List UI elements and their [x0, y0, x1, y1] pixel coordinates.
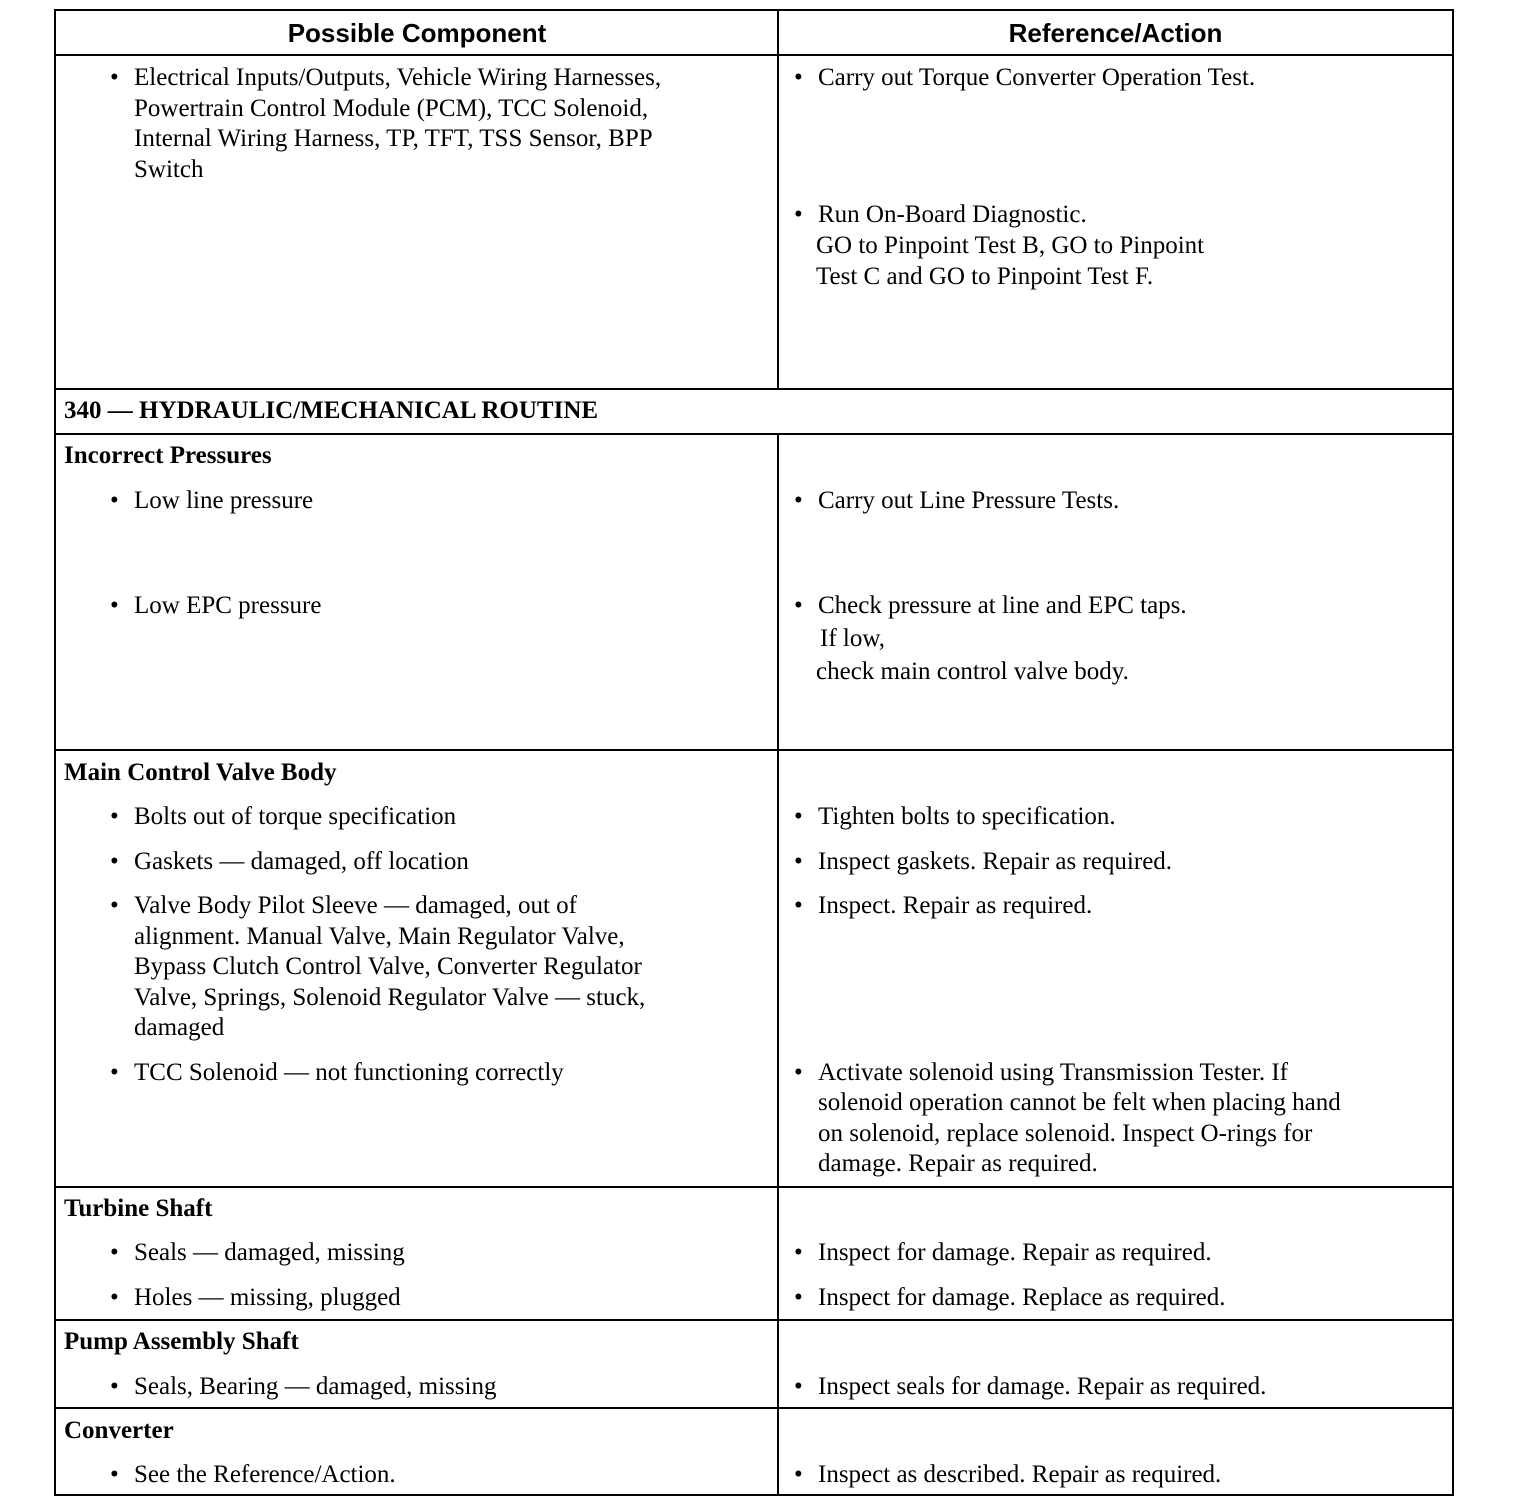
action-text: Inspect gaskets. Repair as required.: [818, 848, 1173, 875]
component-line: Internal Wiring Harness, TP, TFT, TSS Sensor, BPP: [134, 125, 653, 152]
component-line: Powertrain Control Module (PCM), TCC Solenoid,: [134, 95, 649, 122]
component-line: alignment. Manual Valve, Main Regulator Valve,: [134, 923, 625, 950]
bullet: •: [794, 1461, 803, 1488]
bullet: •: [110, 848, 119, 875]
component-text: Bolts out of torque specification: [134, 803, 457, 830]
action-text: Carry out Line Pressure Tests.: [818, 487, 1120, 514]
bullet: •: [794, 1239, 803, 1266]
action-line: on solenoid, replace solenoid. Inspect O-rings for: [818, 1120, 1313, 1147]
action-text: Tighten bolts to specification.: [818, 803, 1116, 830]
component-text: TCC Solenoid — not functioning correctly: [134, 1059, 564, 1086]
action-text: Inspect. Repair as required.: [818, 892, 1093, 919]
action-text: Carry out Torque Converter Operation Test.: [818, 64, 1256, 91]
component-text: See the Reference/Action.: [134, 1461, 396, 1488]
row-divider: [56, 388, 1452, 390]
component-line: damaged: [134, 1014, 225, 1041]
column-divider: [777, 433, 779, 1496]
component-line: Electrical Inputs/Outputs, Vehicle Wiring Harnesses,: [134, 64, 662, 91]
action-line: Check pressure at line and EPC taps.: [818, 592, 1187, 619]
component-line: Switch: [134, 156, 204, 183]
row-divider: [56, 749, 1452, 751]
action-text: Inspect for damage. Replace as required.: [818, 1284, 1226, 1311]
component-text: Seals, Bearing — damaged, missing: [134, 1373, 497, 1400]
component-text: Seals — damaged, missing: [134, 1239, 405, 1266]
bullet: •: [110, 1239, 119, 1266]
action-line: Test C and GO to Pinpoint Test F.: [816, 263, 1154, 290]
column-divider: [777, 11, 779, 389]
diagnosis-table: [54, 9, 1454, 1496]
bullet: •: [794, 64, 803, 91]
header-reference-action: Reference/Action: [1008, 18, 1223, 48]
bullet: •: [794, 892, 803, 919]
bullet: •: [794, 1373, 803, 1400]
header-possible-component: Possible Component: [287, 18, 547, 48]
bullet: •: [794, 1284, 803, 1311]
bullet: •: [110, 803, 119, 830]
section-title: 340 — HYDRAULIC/MECHANICAL ROUTINE: [64, 397, 599, 424]
component-text: Low line pressure: [134, 487, 314, 514]
row-divider: [56, 1407, 1452, 1409]
group-title: Pump Assembly Shaft: [64, 1328, 299, 1355]
bullet: •: [794, 848, 803, 875]
bullet: •: [110, 1059, 119, 1086]
row-divider: [56, 433, 1452, 435]
row-divider: [56, 1186, 1452, 1188]
bullet: •: [794, 592, 803, 619]
component-text: Gaskets — damaged, off location: [134, 848, 469, 875]
bullet: •: [794, 803, 803, 830]
component-line: Valve, Springs, Solenoid Regulator Valve — stuck,: [134, 984, 646, 1011]
action-line: GO to Pinpoint Test B, GO to Pinpoint: [816, 232, 1205, 259]
group-title: Incorrect Pressures: [64, 442, 272, 469]
action-text: Inspect for damage. Repair as required.: [818, 1239, 1212, 1266]
bullet: •: [794, 487, 803, 514]
bullet: •: [110, 1373, 119, 1400]
action-text: Inspect seals for damage. Repair as required.: [818, 1373, 1267, 1400]
action-line: check main control valve body.: [816, 658, 1129, 685]
bullet: •: [110, 1284, 119, 1311]
bullet: •: [110, 892, 119, 919]
bullet: •: [794, 201, 803, 228]
action-line: Run On-Board Diagnostic.: [818, 201, 1087, 228]
action-text: Inspect as described. Repair as required.: [818, 1461, 1222, 1488]
component-line: Valve Body Pilot Sleeve — damaged, out of: [134, 892, 577, 919]
component-text: Holes — missing, plugged: [134, 1284, 401, 1311]
group-title: Main Control Valve Body: [64, 759, 337, 786]
group-title: Turbine Shaft: [64, 1195, 213, 1222]
bullet: •: [110, 487, 119, 514]
component-line: Bypass Clutch Control Valve, Converter Regulator: [134, 953, 642, 980]
bullet: •: [794, 1059, 803, 1086]
action-line: If low,: [820, 625, 886, 652]
row-divider: [56, 1319, 1452, 1321]
action-line: damage. Repair as required.: [818, 1150, 1098, 1177]
component-text: Low EPC pressure: [134, 592, 322, 619]
bullet: •: [110, 1461, 119, 1488]
group-title: Converter: [64, 1417, 174, 1444]
action-line: Activate solenoid using Transmission Tester. If: [818, 1059, 1288, 1086]
bullet: •: [110, 592, 119, 619]
action-line: solenoid operation cannot be felt when placing hand: [818, 1089, 1341, 1116]
bullet: •: [110, 64, 119, 91]
